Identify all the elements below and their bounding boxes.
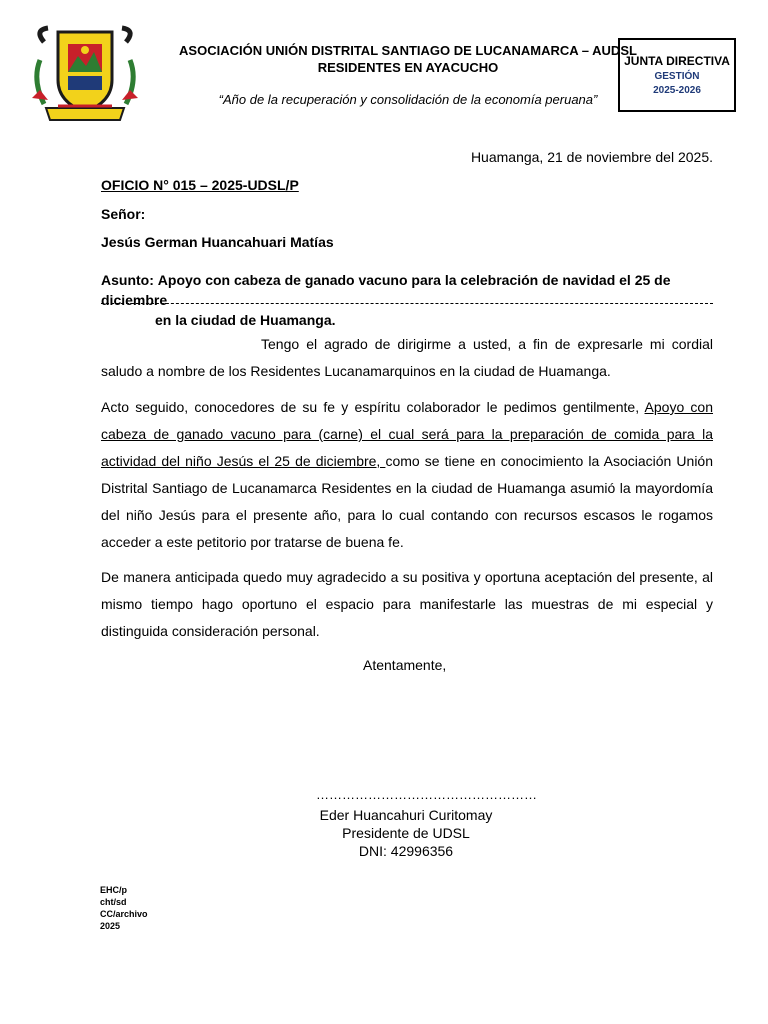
- signer-name: Eder Huancahuri Curitomay: [319, 807, 493, 823]
- signer-role: Presidente de UDSL: [342, 825, 470, 841]
- recipient-name: Jesús German Huancahuari Matías: [101, 234, 334, 250]
- subject-line-2: en la ciudad de Huamanga.: [155, 312, 336, 328]
- subject-line-1: Apoyo con cabeza de ganado vacuno para la celebración de navidad el 25 de diciembre: [101, 272, 671, 308]
- year-motto: “Año de la recuperación y consolidación de la economía peruana”: [218, 92, 598, 107]
- reference-cc: CC/archivo: [100, 909, 148, 919]
- subject-label: Asunto:: [101, 272, 154, 288]
- association-subtitle: RESIDENTES EN AYACUCHO: [317, 60, 499, 75]
- reference-initials: EHC/p: [100, 885, 127, 895]
- junta-title: JUNTA DIRECTIVA: [624, 54, 730, 68]
- request-detail: como se tiene en conocimiento la Asociación Unión Distrital Santiago de Lucanamarca Residentes en la ciudad de Huamanga asumió la mayordomía del niño Jesús para el presente año, para lo cual contando con recursos escasos le rogamos acceder a este petitorio por tratarse de buena fe.: [101, 453, 714, 550]
- association-name: ASOCIACIÓN UNIÓN DISTRITAL SANTIAGO DE LUCANAMARCA – AUDSL: [179, 43, 637, 58]
- paragraph-greeting: Tengo el agrado de dirigirme a usted, a fin de expresarle mi cordial saludo a nombre de los Residentes Lucanamarquinos en la ciudad de Huamanga.: [101, 336, 713, 379]
- signature-line: ……………………………………………: [316, 787, 537, 802]
- junta-years: 2025-2026: [653, 85, 701, 96]
- paragraph-request: [101, 394, 713, 556]
- letter-date: Huamanga, 21 de noviembre del 2025.: [470, 149, 713, 165]
- salutation: Señor:: [101, 206, 146, 222]
- coat-of-arms-logo: [30, 20, 140, 128]
- signer-dni: DNI: 42996356: [358, 843, 454, 859]
- reference-year: 2025: [100, 921, 121, 931]
- junta-gestion: GESTIÓN: [654, 71, 700, 82]
- junta-directiva-box: [618, 38, 736, 112]
- closing: Atentamente,: [363, 657, 447, 673]
- request-underlined: Apoyo con cabeza de ganado vacuno para (carne) el cual será para la preparación de comida para la actividad del niño Jesús el 25 de diciembre,: [101, 399, 713, 469]
- reference-typist: cht/sd: [100, 897, 127, 907]
- subject-block: [101, 270, 713, 330]
- separator-line: [101, 303, 713, 304]
- oficio-number: OFICIO N° 015 – 2025-UDSL/P: [101, 177, 299, 193]
- request-intro: Acto seguido, conocedores de su fe y espíritu colaborador le pedimos gentilmente,: [101, 399, 645, 415]
- paragraph-thanks: De manera anticipada quedo muy agradecido a su positiva y oportuna aceptación del presente, al mismo tiempo hago oportuno el espacio para manifestarle las muestras de mi especial y distinguida consideración personal.: [101, 569, 713, 639]
